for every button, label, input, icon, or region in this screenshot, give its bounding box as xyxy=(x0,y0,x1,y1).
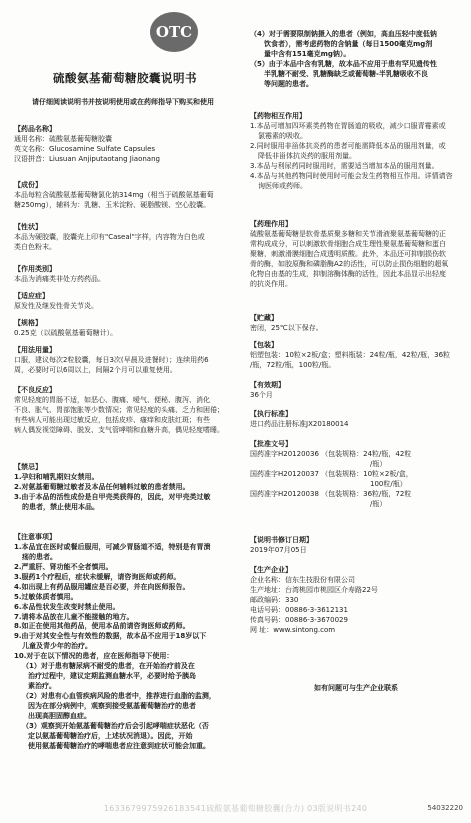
section-heading: 【有效期】 xyxy=(250,381,285,389)
section-usage xyxy=(14,346,209,376)
precaution-line: 儿童及青少年的治疗。 xyxy=(22,642,92,651)
section-line: 聚糖，刺激滑膜细胞合成透明质酸。此外，本品还可抑制损伤软 xyxy=(250,249,446,258)
section-line: 有些病人可能出现过敏反应，包括皮疹、瘙痒和皮肤红斑；有些 xyxy=(14,415,210,424)
manufacturer-row xyxy=(250,616,378,626)
approval-spec-cont: 100粒/瓶） xyxy=(370,479,407,488)
section-line: 常构成成分，可以刺激软骨细胞合成生理性聚氨基葡萄糖和蛋白 xyxy=(250,239,446,248)
section-heading: 【成份】 xyxy=(14,181,42,189)
section-line: 密闭，25℃以下保存。 xyxy=(250,323,323,332)
section-line: 本品每粒含硫酸氨基葡萄糖氯化钠314mg（相当于硫酸氨基葡萄 xyxy=(14,190,214,199)
precaution-subline: 治疗过程中，建议定期监测血糖水平，必要时给予胰岛 xyxy=(28,672,196,681)
precaution-line: 2.严重肝、肾功能不全者慎用。 xyxy=(14,562,113,571)
precaution-subline: （1）对于患有糖尿病不耐受的患者，在开始治疗前及在 xyxy=(22,662,195,671)
section-line: 进口药品注册标准JX20180014 xyxy=(250,419,349,428)
section-line: 的抗炎作用。 xyxy=(250,279,292,288)
precaution-subline: 使用氨基葡萄糖治疗的哮喘患者应注意到症状可能会加重。 xyxy=(28,741,210,750)
approval-spec: （包装规格：10粒×2板/盒， xyxy=(321,469,413,478)
section-line: 糖250mg），辅料为：乳糖、玉米淀粉、硬脂酸镁、空心胶囊。 xyxy=(14,200,211,209)
precaution-subline: （3）观察到开始氨基葡萄糖治疗后会引起哮喘症状恶化（否 xyxy=(22,721,209,730)
section-line: 铝塑包装：10粒×2板/盒；塑料瓶装：24粒/瓶，42粒/瓶，36粒 xyxy=(250,350,451,359)
approval-row xyxy=(250,470,413,480)
section-heading: 【不良反应】 xyxy=(14,386,56,394)
section-heading: 【用法用量】 xyxy=(14,346,56,354)
section-line: 36个月 xyxy=(250,390,273,399)
precaution-continued xyxy=(250,30,437,90)
section-line: 不良、胀气、胃部饱胀等少数情况；常见轻度的头痛、乏力和困倦； xyxy=(14,405,224,414)
manufacturer-row xyxy=(250,626,378,636)
manufacturer-label: 企业名称： xyxy=(250,575,285,584)
document-title: 硫酸氨基葡萄糖胶囊说明书 xyxy=(53,71,197,85)
precaution-subline: 等问题的患者。 xyxy=(264,79,313,88)
manufacturer-row xyxy=(250,596,378,606)
section-approval xyxy=(250,440,413,510)
section-heading: 【生产企业】 xyxy=(250,566,292,574)
precaution-line: 6.本品性状发生改变时禁止使用。 xyxy=(14,602,120,611)
manufacturer-label: 网 址： xyxy=(250,625,274,634)
section-ingredients xyxy=(14,181,214,211)
watermark-text: 1633679975926183541硫酸氨基葡萄糖胶囊(合力) 03版说明书240 xyxy=(103,804,368,813)
manufacturer-label: 电话号码： xyxy=(250,605,285,614)
section-heading: 【规格】 xyxy=(14,319,42,327)
section-heading: 【说明书修订日期】 xyxy=(250,536,313,544)
section-line: /瓶，72粒/瓶，100粒/瓶。 xyxy=(250,360,336,369)
precaution-subline: 因为在部分病例中，观察到接受氨基葡萄糖治疗的患者 xyxy=(28,701,196,710)
section-manufacturer xyxy=(250,566,378,636)
approval-row xyxy=(250,450,413,460)
manufacturer-label: 生产地址： xyxy=(250,585,285,594)
precaution-subline: 量中含有151毫克mg钠）。 xyxy=(264,49,351,58)
manufacturer-label: 邮政编码： xyxy=(250,595,285,604)
section-line: 硫酸氨基葡萄糖是软骨基质聚多糖和关节滑液聚氨基葡萄糖的正 xyxy=(250,229,446,238)
section-adverse xyxy=(14,386,224,436)
section-line: 本品为消痛类非处方药药品。 xyxy=(14,274,105,283)
manufacturer-row xyxy=(250,586,378,596)
section-heading: 【禁忌】 xyxy=(14,463,42,471)
section-category xyxy=(14,265,105,285)
section-line: 通用名称：硫酸氨基葡萄糖胶囊 xyxy=(14,134,112,143)
section-line: 类白色粉末。 xyxy=(14,242,56,251)
approval-row xyxy=(250,490,413,500)
section-line: 降低非甾体抗炎药的服用剂量。 xyxy=(258,151,356,160)
section-line: 化物自由基的生成，抑制溶酶体酶的活性，因此本品显示出轻度 xyxy=(250,269,446,278)
contact-note: 如有问题可与生产企业联系 xyxy=(314,684,398,692)
section-heading: 【作用类别】 xyxy=(14,265,56,273)
section-heading: 【药品名称】 xyxy=(14,125,56,133)
precaution-subline: （5）由于本品中含有乳糖，故本品不应用于患有罕见遗传性 xyxy=(250,59,437,68)
manufacturer-value: 台湾桃园市桃园区介寿路22号 xyxy=(285,585,378,594)
contraindication-line: 1.孕妇和哺乳期妇女禁用。 xyxy=(14,472,99,481)
section-line: 病人偶发视觉障碍、脱发、支气管哮喘和血糖升高，偶见轻度嗜睡。 xyxy=(14,425,224,434)
precaution-line: 1.本品宜在医时或餐后服用，可减少胃肠道不适，特别是有胃溃 xyxy=(14,542,211,551)
precaution-subline: （2）对患有心血管疾病风险的患者中，推荐进行血脂的监测， xyxy=(22,692,216,700)
precaution-subline: 半乳糖不耐受、乳糖酶缺乏或葡萄糖-半乳糖吸收不良 xyxy=(264,69,428,78)
manufacturer-value: 330 xyxy=(285,595,299,604)
section-indications xyxy=(14,292,98,312)
manufacturer-value: 00886-3-3670029 xyxy=(285,615,348,624)
section-heading: 【药理作用】 xyxy=(250,220,292,228)
approval-spec: （包装规格：24粒/瓶，42粒 xyxy=(321,449,412,458)
section-heading: 【批准文号】 xyxy=(250,440,292,448)
section-line: 3.本品与利尿药同时服用时，需要适当增加本品的服用剂量。 xyxy=(250,161,439,170)
manufacturer-value: 信东生技股份有限公司 xyxy=(285,575,355,584)
contraindication-line: 2.对氨基葡萄糖过敏者及本品任何辅料过敏的患者禁用。 xyxy=(14,482,190,491)
manufacturer-value: 00886-3-3612131 xyxy=(285,605,348,614)
approval-spec-cont: /瓶） xyxy=(370,499,387,508)
precaution-subline: 饮食者），需考虑药物的含钠量（每日1500毫克mg剂 xyxy=(264,39,433,48)
section-revision xyxy=(250,536,313,556)
precaution-line: 8.如正在使用其他药品，使用本品前请咨询医师或药师。 xyxy=(14,622,190,631)
section-standard xyxy=(250,410,349,430)
approval-spec: （包装规格：36粒/瓶，72粒 xyxy=(321,489,412,498)
section-package xyxy=(250,341,450,371)
precaution-line: 3.服药1个疗程后，症状未缓解，请咨询医师或药师。 xyxy=(14,572,181,581)
precaution-subline: 出现高胆固醇血症。 xyxy=(28,711,91,720)
section-line: 0.25克（以硫酸氨基葡萄糖计）。 xyxy=(14,328,118,337)
section-line: 2.同时服用非甾体抗炎药的患者可能需降低本品的服用剂量，或 xyxy=(250,141,446,150)
section-line: 询医师或药师。 xyxy=(258,181,307,190)
approval-spec-cont: /瓶） xyxy=(370,459,387,468)
section-line: 周，必要时可以6周以上，间隔2个月可以重复使用。 xyxy=(14,365,177,374)
approval-number: 国药准字H20120036 xyxy=(250,449,319,458)
section-line: 骨的酶，如胶原酶和磷脂酶A2的活性，可以防止损伤细胞的超氧 xyxy=(250,259,449,268)
section-line: 本品为硬胶囊，胶囊壳上印有"Caseal"字样，内容物为白色或 xyxy=(14,232,205,241)
precaution-line: 5.过敏体质者慎用。 xyxy=(14,592,78,601)
usage-warning: 请仔细阅读说明书并按说明使用或在药师指导下购买和使用 xyxy=(32,98,214,106)
section-heading: 【适应症】 xyxy=(14,292,49,300)
precaution-line: 10.对于在以下情况的患者，应在医师指导下使用： xyxy=(14,652,174,661)
section-heading: 【包装】 xyxy=(250,341,278,349)
section-line: 英文名称：Glucosamine Sulfate Capsules xyxy=(14,144,156,153)
section-storage xyxy=(250,314,323,334)
section-line: 4.本品与其他药物同时使用时可能会发生药物相互作用。详情请咨 xyxy=(250,171,453,180)
approval-number: 国药准字H20120038 xyxy=(250,489,319,498)
section-line: 汉语拼音：Liusuan Anjiputaotang Jiaonang xyxy=(14,154,160,163)
manufacturer-label: 传真号码： xyxy=(250,615,285,624)
section-line: 原发性及继发性骨关节炎。 xyxy=(14,301,98,310)
document-code: 54032220 xyxy=(427,804,463,812)
section-validity xyxy=(250,381,285,401)
precaution-subline: （4）对于需要限制钠摄入的患者（例如，高血压轻中度低钠 xyxy=(250,30,437,38)
section-contraindications xyxy=(14,463,211,513)
section-line: 1.本品可增加四环素类药物在胃肠道的吸收，减少口服青霉素或 xyxy=(250,121,446,130)
contraindication-line: 3.由于本品的活性成份是自甲壳类获得的，因此，对甲壳类过敏 xyxy=(14,492,211,501)
contraindication-line: 的患者，禁止使用本品。 xyxy=(22,502,99,511)
section-line: 2019年07月05日 xyxy=(250,545,307,554)
manufacturer-row xyxy=(250,606,378,616)
section-heading: 【贮藏】 xyxy=(250,314,278,322)
section-heading: 【药物相互作用】 xyxy=(250,112,306,120)
section-heading: 【性状】 xyxy=(14,223,42,231)
precaution-line: 9.由于对其安全性与有效性的数据，故本品不应用于18岁以下 xyxy=(14,632,207,641)
section-line: 常见轻度的胃肠不适，如恶心、腹痛、嗳气、便秘、腹泻、消化 xyxy=(14,395,210,404)
manufacturer-website: www.sintong.com xyxy=(273,625,336,634)
section-name xyxy=(14,125,160,165)
section-precautions xyxy=(14,533,216,752)
section-heading: 【执行标准】 xyxy=(250,410,292,418)
section-line: 氯霉素的吸收。 xyxy=(258,131,307,140)
manufacturer-row xyxy=(250,576,378,586)
section-spec xyxy=(14,319,117,339)
approval-number: 国药准字H20120037 xyxy=(250,469,319,478)
precaution-subline: 定以氨基葡萄糖治疗后，上述状况消退）。因此，开始 xyxy=(28,731,193,740)
precaution-line: 7.请将本品放在儿童不能接触的地方。 xyxy=(14,612,134,621)
section-pharmacology xyxy=(250,220,448,290)
precaution-line: 4.如出现上有药品服用罐应是百必要，并在向医师报告。 xyxy=(14,582,190,591)
otc-logo: OTC xyxy=(150,12,198,52)
section-interactions xyxy=(250,112,453,192)
section-heading: 【注意事项】 xyxy=(14,533,56,541)
precaution-line: 疡的患者。 xyxy=(22,552,57,561)
section-appearance xyxy=(14,223,205,253)
section-line: 口服，建议每次2粒胶囊，每日3次(早晨及进餐时）；连续用药6 xyxy=(14,355,209,364)
precaution-subline: 素治疗。 xyxy=(28,682,56,691)
